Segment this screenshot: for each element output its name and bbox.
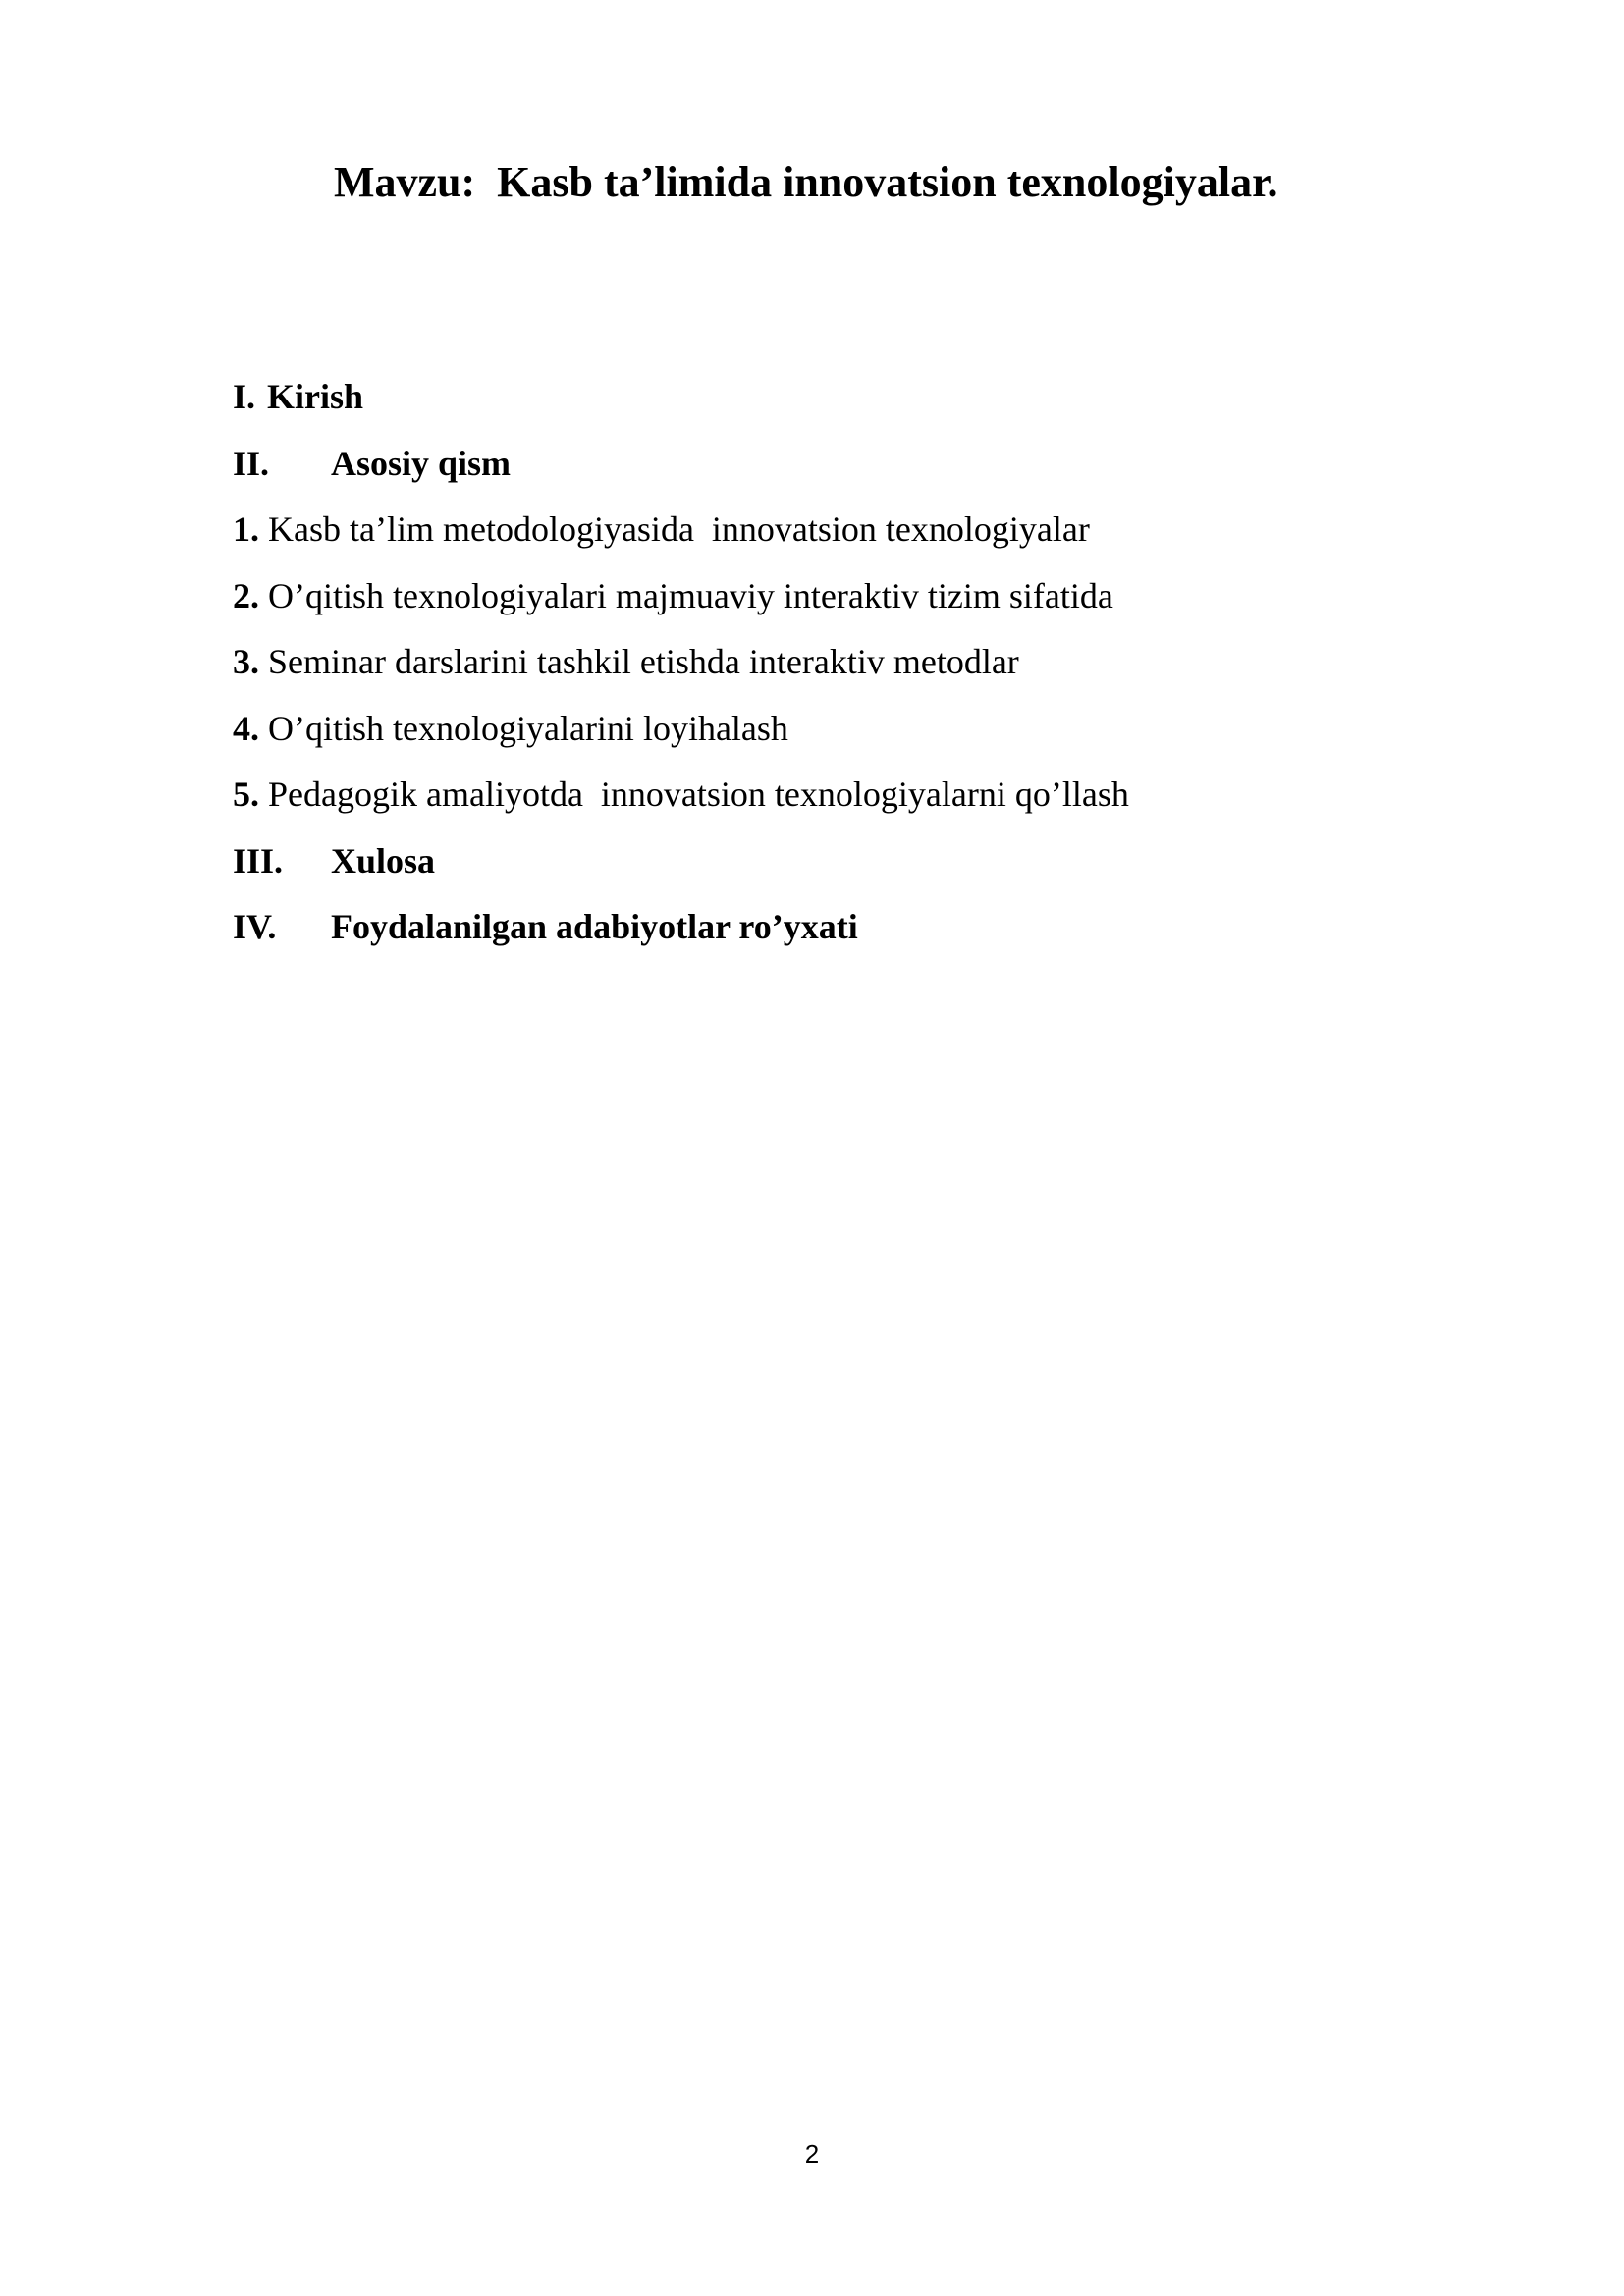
- toc-item-label: O’qitish texnologiyalari majmuaviy interaktiv tizim sifatida: [268, 575, 1113, 615]
- toc-item-number: 3.: [233, 642, 259, 681]
- toc-item-label: Pedagogik amaliyotda innovatsion texnologiyalarni qo’llash: [268, 774, 1129, 814]
- toc-item-label: O’qitish texnologiyalarini loyihalash: [268, 708, 788, 748]
- toc-item-label: Foydalanilgan adabiyotlar ro’yxati: [331, 907, 858, 946]
- toc-item-adabiyotlar: [233, 900, 1509, 967]
- toc-item-label: Seminar darslarini tashkil etishda interaktiv metodlar: [268, 642, 1019, 681]
- toc-subitem-2: [233, 569, 1509, 636]
- toc-item-label: Kasb ta’lim metodologiyasida innovatsion texnologiyalar: [268, 509, 1090, 549]
- toc-subitem-4: [233, 702, 1509, 769]
- toc-subitem-1: [233, 503, 1509, 569]
- toc-item-label: Xulosa: [331, 840, 436, 881]
- toc-item-number: 1.: [233, 509, 259, 549]
- table-of-contents: [233, 370, 1509, 967]
- page-title: Mavzu: Kasb ta’limida innovatsion texnologiyalar.: [334, 158, 1278, 206]
- page-number: 2: [804, 2139, 820, 2168]
- toc-item-number: 2.: [233, 575, 259, 615]
- toc-item-xulosa: [233, 834, 1509, 901]
- toc-item-number: I.: [233, 377, 256, 416]
- toc-subitem-5: [233, 768, 1509, 834]
- toc-item-label: Asosiy qism: [331, 443, 512, 483]
- toc-item-number: 5.: [233, 774, 259, 814]
- toc-item-number: III.: [233, 840, 284, 881]
- toc-item-number: IV.: [233, 907, 277, 946]
- toc-item-kirish: [233, 370, 1509, 437]
- toc-item-number: II.: [233, 443, 270, 483]
- toc-item-number: 4.: [233, 708, 259, 748]
- toc-subitem-3: [233, 635, 1509, 702]
- toc-item-label: Kirish: [267, 377, 364, 416]
- toc-item-asosiy-qism: [233, 437, 1509, 504]
